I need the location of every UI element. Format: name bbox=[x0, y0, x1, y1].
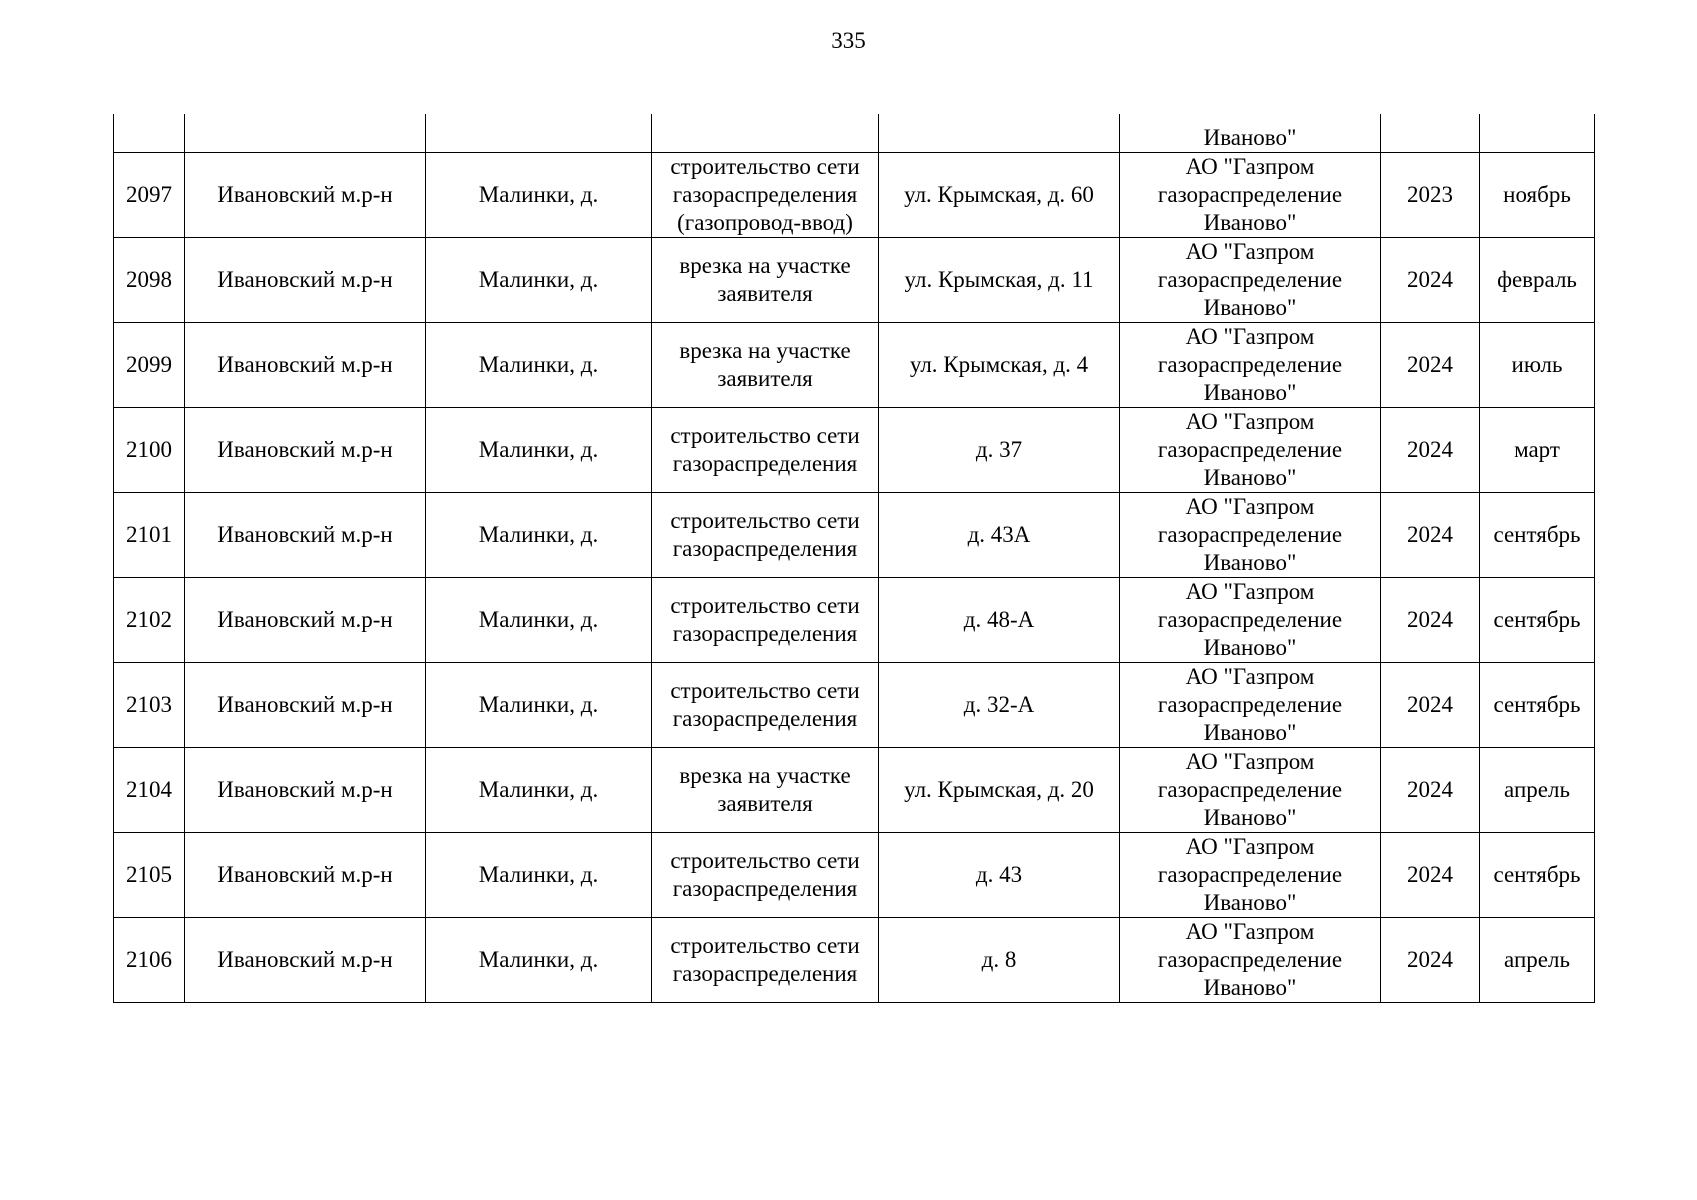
operator-line: АО "Газпром bbox=[1185, 834, 1315, 859]
work-type-line: газораспределения bbox=[672, 182, 858, 207]
address-cell: д. 37 bbox=[879, 408, 1120, 493]
district-cell: Ивановский м.р-н bbox=[185, 238, 426, 323]
operator-cell bbox=[1120, 663, 1381, 748]
district-cell: Ивановский м.р-н bbox=[185, 578, 426, 663]
work-type-line: строительство сети bbox=[670, 154, 860, 179]
operator-cell bbox=[1120, 114, 1381, 153]
operator-line: газораспределение bbox=[1157, 862, 1343, 887]
month-cell: сентябрь bbox=[1480, 493, 1595, 578]
row-number-cell: 2100 bbox=[114, 408, 185, 493]
row-number-cell: 2098 bbox=[114, 238, 185, 323]
operator-line: АО "Газпром bbox=[1185, 919, 1315, 944]
operator-cell bbox=[1120, 493, 1381, 578]
work-type-line: заявителя bbox=[717, 791, 813, 816]
work-type-cell bbox=[652, 918, 879, 1003]
work-type-line: строительство сети bbox=[670, 508, 860, 533]
operator-line: Иваново" bbox=[1203, 975, 1297, 1000]
operator-line: газораспределение bbox=[1157, 352, 1343, 377]
work-type-line: строительство сети bbox=[670, 593, 860, 618]
table-row bbox=[114, 918, 1595, 1003]
work-type-line: строительство сети bbox=[670, 678, 860, 703]
operator-line: АО "Газпром bbox=[1185, 494, 1315, 519]
district-cell: Ивановский м.р-н bbox=[185, 408, 426, 493]
address-cell: ул. Крымская, д. 11 bbox=[879, 238, 1120, 323]
year-cell: 2024 bbox=[1381, 578, 1480, 663]
operator-cell bbox=[1120, 918, 1381, 1003]
district-cell: Ивановский м.р-н bbox=[185, 833, 426, 918]
page-number: 335 bbox=[831, 28, 866, 53]
month-cell: июль bbox=[1480, 323, 1595, 408]
operator-line: газораспределение bbox=[1157, 607, 1343, 632]
row-number-cell: 2102 bbox=[114, 578, 185, 663]
year-cell bbox=[1381, 114, 1480, 153]
operator-line: Иваново" bbox=[1203, 125, 1297, 150]
row-number-cell: 2105 bbox=[114, 833, 185, 918]
table-row bbox=[114, 238, 1595, 323]
gas-connection-table bbox=[113, 114, 1595, 1003]
month-cell: сентябрь bbox=[1480, 578, 1595, 663]
table-row bbox=[114, 408, 1595, 493]
operator-line: газораспределение bbox=[1157, 692, 1343, 717]
work-type-cell bbox=[652, 238, 879, 323]
table-row bbox=[114, 323, 1595, 408]
settlement-cell: Малинки, д. bbox=[426, 833, 652, 918]
month-cell: апрель bbox=[1480, 748, 1595, 833]
year-cell: 2024 bbox=[1381, 238, 1480, 323]
district-cell: Ивановский м.р-н bbox=[185, 323, 426, 408]
work-type-line: строительство сети bbox=[670, 933, 860, 958]
month-cell: март bbox=[1480, 408, 1595, 493]
settlement-cell: Малинки, д. bbox=[426, 238, 652, 323]
operator-line: Иваново" bbox=[1203, 550, 1297, 575]
year-cell: 2024 bbox=[1381, 408, 1480, 493]
operator-line: АО "Газпром bbox=[1185, 749, 1315, 774]
work-type-line: газораспределения bbox=[672, 706, 858, 731]
work-type-line: (газопровод-ввод) bbox=[677, 210, 853, 235]
row-number-cell: 2097 bbox=[114, 153, 185, 238]
year-cell: 2024 bbox=[1381, 748, 1480, 833]
settlement-cell: Малинки, д. bbox=[426, 663, 652, 748]
settlement-cell: Малинки, д. bbox=[426, 578, 652, 663]
operator-cell bbox=[1120, 153, 1381, 238]
address-cell bbox=[879, 114, 1120, 153]
operator-cell bbox=[1120, 833, 1381, 918]
month-cell: апрель bbox=[1480, 918, 1595, 1003]
operator-line: АО "Газпром bbox=[1185, 154, 1315, 179]
work-type-line: газораспределения bbox=[672, 536, 858, 561]
address-cell: ул. Крымская, д. 60 bbox=[879, 153, 1120, 238]
work-type-line: газораспределения bbox=[672, 876, 858, 901]
address-cell: д. 43А bbox=[879, 493, 1120, 578]
work-type-cell bbox=[652, 408, 879, 493]
operator-line: Иваново" bbox=[1203, 380, 1297, 405]
year-cell: 2024 bbox=[1381, 918, 1480, 1003]
table-row bbox=[114, 663, 1595, 748]
operator-cell bbox=[1120, 748, 1381, 833]
operator-cell bbox=[1120, 408, 1381, 493]
work-type-line: врезка на участке bbox=[679, 338, 851, 363]
settlement-cell: Малинки, д. bbox=[426, 323, 652, 408]
year-cell: 2024 bbox=[1381, 833, 1480, 918]
row-number-cell: 2101 bbox=[114, 493, 185, 578]
operator-line: Иваново" bbox=[1203, 635, 1297, 660]
table-row bbox=[114, 578, 1595, 663]
work-type-line: заявителя bbox=[717, 366, 813, 391]
row-number-cell: 2106 bbox=[114, 918, 185, 1003]
settlement-cell: Малинки, д. bbox=[426, 153, 652, 238]
operator-line: АО "Газпром bbox=[1185, 664, 1315, 689]
settlement-cell: Малинки, д. bbox=[426, 748, 652, 833]
year-cell: 2024 bbox=[1381, 323, 1480, 408]
work-type-cell bbox=[652, 578, 879, 663]
settlement-cell: Малинки, д. bbox=[426, 493, 652, 578]
address-cell: д. 48-А bbox=[879, 578, 1120, 663]
work-type-cell bbox=[652, 493, 879, 578]
operator-line: газораспределение bbox=[1157, 522, 1343, 547]
operator-line: АО "Газпром bbox=[1185, 239, 1315, 264]
row-number-cell: 2099 bbox=[114, 323, 185, 408]
year-cell: 2024 bbox=[1381, 493, 1480, 578]
month-cell: сентябрь bbox=[1480, 833, 1595, 918]
work-type-cell bbox=[652, 833, 879, 918]
address-cell: д. 32-А bbox=[879, 663, 1120, 748]
operator-line: Иваново" bbox=[1203, 720, 1297, 745]
operator-cell bbox=[1120, 578, 1381, 663]
settlement-cell: Малинки, д. bbox=[426, 408, 652, 493]
month-cell bbox=[1480, 114, 1595, 153]
work-type-line: заявителя bbox=[717, 281, 813, 306]
table-row bbox=[114, 153, 1595, 238]
year-cell: 2023 bbox=[1381, 153, 1480, 238]
address-cell: д. 8 bbox=[879, 918, 1120, 1003]
settlement-cell bbox=[426, 114, 652, 153]
month-cell: февраль bbox=[1480, 238, 1595, 323]
district-cell: Ивановский м.р-н bbox=[185, 663, 426, 748]
operator-line: Иваново" bbox=[1203, 805, 1297, 830]
address-cell: д. 43 bbox=[879, 833, 1120, 918]
address-cell: ул. Крымская, д. 4 bbox=[879, 323, 1120, 408]
operator-line: газораспределение bbox=[1157, 947, 1343, 972]
operator-line: Иваново" bbox=[1203, 210, 1297, 235]
operator-line: газораспределение bbox=[1157, 267, 1343, 292]
operator-line: газораспределение bbox=[1157, 777, 1343, 802]
address-cell: ул. Крымская, д. 20 bbox=[879, 748, 1120, 833]
month-cell: ноябрь bbox=[1480, 153, 1595, 238]
work-type-line: строительство сети bbox=[670, 848, 860, 873]
district-cell bbox=[185, 114, 426, 153]
work-type-line: газораспределения bbox=[672, 451, 858, 476]
work-type-line: строительство сети bbox=[670, 423, 860, 448]
district-cell: Ивановский м.р-н bbox=[185, 918, 426, 1003]
operator-line: Иваново" bbox=[1203, 890, 1297, 915]
work-type-line: газораспределения bbox=[672, 621, 858, 646]
table-row-continuation bbox=[114, 114, 1595, 153]
operator-line: Иваново" bbox=[1203, 295, 1297, 320]
work-type-cell bbox=[652, 323, 879, 408]
operator-line: АО "Газпром bbox=[1185, 409, 1315, 434]
work-type-cell bbox=[652, 153, 879, 238]
work-type-cell bbox=[652, 114, 879, 153]
operator-line: газораспределение bbox=[1157, 437, 1343, 462]
settlement-cell: Малинки, д. bbox=[426, 918, 652, 1003]
table-row bbox=[114, 493, 1595, 578]
operator-line: АО "Газпром bbox=[1185, 324, 1315, 349]
work-type-cell bbox=[652, 663, 879, 748]
work-type-line: газораспределения bbox=[672, 961, 858, 986]
district-cell: Ивановский м.р-н bbox=[185, 493, 426, 578]
table-row bbox=[114, 833, 1595, 918]
month-cell: сентябрь bbox=[1480, 663, 1595, 748]
work-type-cell bbox=[652, 748, 879, 833]
year-cell: 2024 bbox=[1381, 663, 1480, 748]
row-number-cell bbox=[114, 114, 185, 153]
operator-cell bbox=[1120, 323, 1381, 408]
row-number-cell: 2104 bbox=[114, 748, 185, 833]
table-body bbox=[114, 114, 1595, 1003]
work-type-line: врезка на участке bbox=[679, 763, 851, 788]
work-type-line: врезка на участке bbox=[679, 253, 851, 278]
operator-line: газораспределение bbox=[1157, 182, 1343, 207]
row-number-cell: 2103 bbox=[114, 663, 185, 748]
district-cell: Ивановский м.р-н bbox=[185, 748, 426, 833]
operator-line: АО "Газпром bbox=[1185, 579, 1315, 604]
district-cell: Ивановский м.р-н bbox=[185, 153, 426, 238]
table-row bbox=[114, 748, 1595, 833]
operator-line: Иваново" bbox=[1203, 465, 1297, 490]
operator-cell bbox=[1120, 238, 1381, 323]
